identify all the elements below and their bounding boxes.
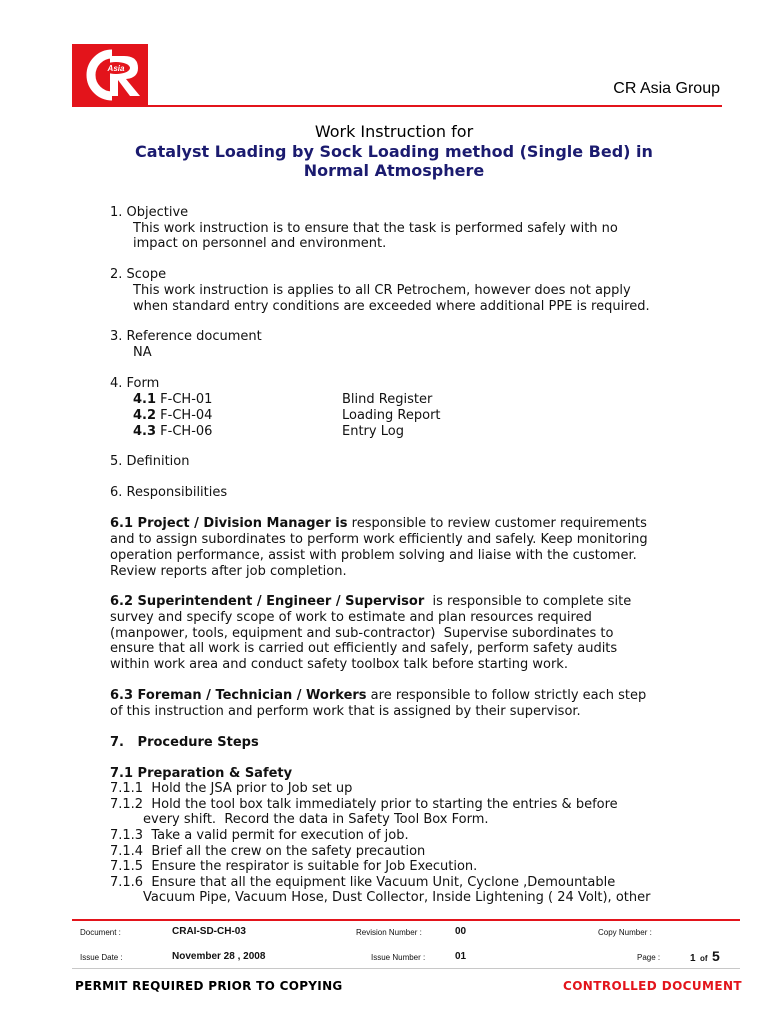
document-title [72,142,716,180]
procedure-step: 7.1.6 Ensure that all the equipment like Vacuum Unit, Cyclone ,Demountable [110,875,616,890]
scope-line: when standard entry conditions are exceeded where additional PPE is required. [133,299,650,314]
document-number: CRAI-SD-CH-03 [172,926,246,937]
page-total: 5 [712,948,720,964]
document-label: Document : [80,928,121,937]
procedure-step: 7.1.3 Take a valid permit for execution of job. [110,828,409,843]
header-divider [72,105,722,107]
scope-line: This work instruction is applies to all CR Petrochem, however does not apply [133,283,631,298]
form-item-name: Entry Log [342,424,404,439]
footer-divider-top [72,919,740,921]
form-item-number: 4.2 [133,408,157,423]
cr-logo-icon [72,44,148,106]
responsibility-6-1 [110,516,647,532]
permit-notice: PERMIT REQUIRED PRIOR TO COPYING [75,979,343,993]
responsibility-line: within work area and conduct safety toolbox talk before starting work. [110,657,568,672]
page-of: of [700,954,708,963]
company-logo [72,44,148,106]
responsibility-line: ensure that all work is carried out efficiently and safely, perform safety audits [110,641,618,656]
form-item [133,408,212,424]
responsibility-line: and to assign subordinates to perform work efficiently and safely. Keep monitoring [110,532,648,547]
definition-heading: 5. Definition [110,454,190,469]
reference-value: NA [133,345,152,360]
procedure-step: 7.1.5 Ensure the respirator is suitable for Job Execution. [110,859,478,874]
title-line-2: Catalyst Loading by Sock Loading method (Single Bed) in [135,142,653,161]
responsibility-role: 6.1 Project / Division Manager is [110,516,348,531]
controlled-document-label: CONTROLLED DOCUMENT [563,979,742,993]
responsibility-text: is responsible to complete site [424,594,632,609]
footer-divider-bottom [72,968,740,969]
form-item-name: Loading Report [342,408,441,423]
form-item [133,424,212,440]
revision-number: 00 [455,926,467,937]
title-line-1: Work Instruction for [314,122,474,141]
procedure-step: 7.1.2 Hold the tool box talk immediately prior to starting the entries & before [110,797,618,812]
form-item-number: 4.3 [133,424,157,439]
scope-heading: 2. Scope [110,267,167,282]
page-current: 1 [690,953,696,964]
form-item-number: 4.1 [133,392,157,407]
objective-heading: 1. Objective [110,205,189,220]
objective-line: This work instruction is to ensure that the task is performed safely with no [133,221,618,236]
issue-date: November 28 , 2008 [172,951,266,962]
preparation-heading: 7.1 Preparation & Safety [110,766,293,781]
responsibility-line: operation performance, assist with problem solving and liaise with the customer. [110,548,637,563]
page-label: Page : [637,953,661,962]
responsibility-6-3 [110,688,646,704]
responsibility-line: of this instruction and perform work that is assigned by their supervisor. [110,704,581,719]
form-item-code: F-CH-04 [160,408,213,423]
issue-number: 01 [455,951,467,962]
responsibility-6-2 [110,594,631,610]
procedure-step: 7.1.4 Brief all the crew on the safety precaution [110,844,426,859]
objective-line: impact on personnel and environment. [133,236,387,251]
responsibility-line: survey and specify scope of work to estimate and plan resources required [110,610,592,625]
responsibility-role: 6.3 Foreman / Technician / Workers [110,688,367,703]
reference-heading: 3. Reference document [110,329,262,344]
responsibility-line: (manpower, tools, equipment and sub-contractor) Supervise subordinates to [110,626,614,641]
form-item-name: Blind Register [342,392,433,407]
procedure-heading: 7. Procedure Steps [110,735,259,750]
form-heading: 4. Form [110,376,160,391]
logo-text: Asia [107,64,125,73]
copy-number-label: Copy Number : [598,928,652,937]
responsibility-text: responsible to review customer requirements [347,516,647,531]
issue-date-label: Issue Date : [80,953,123,962]
procedure-step: 7.1.1 Hold the JSA prior to Job set up [110,781,353,796]
revision-label: Revision Number : [356,928,422,937]
page-indicator [690,948,720,966]
responsibility-line: Review reports after job completion. [110,564,347,579]
form-item-code: F-CH-01 [160,392,213,407]
group-name: CR Asia Group [613,80,720,97]
responsibility-text: are responsible to follow strictly each step [366,688,647,703]
responsibilities-heading: 6. Responsibilities [110,485,228,500]
responsibility-role: 6.2 Superintendent / Engineer / Supervisor [110,594,425,609]
title-line-3: Normal Atmosphere [303,161,485,180]
issue-number-label: Issue Number : [371,953,426,962]
form-item-code: F-CH-06 [160,424,213,439]
procedure-step-continued: Vacuum Pipe, Vacuum Hose, Dust Collector, Inside Lightening ( 24 Volt), other [143,890,651,905]
procedure-step-continued: every shift. Record the data in Safety Tool Box Form. [143,812,489,827]
form-item [133,392,212,408]
